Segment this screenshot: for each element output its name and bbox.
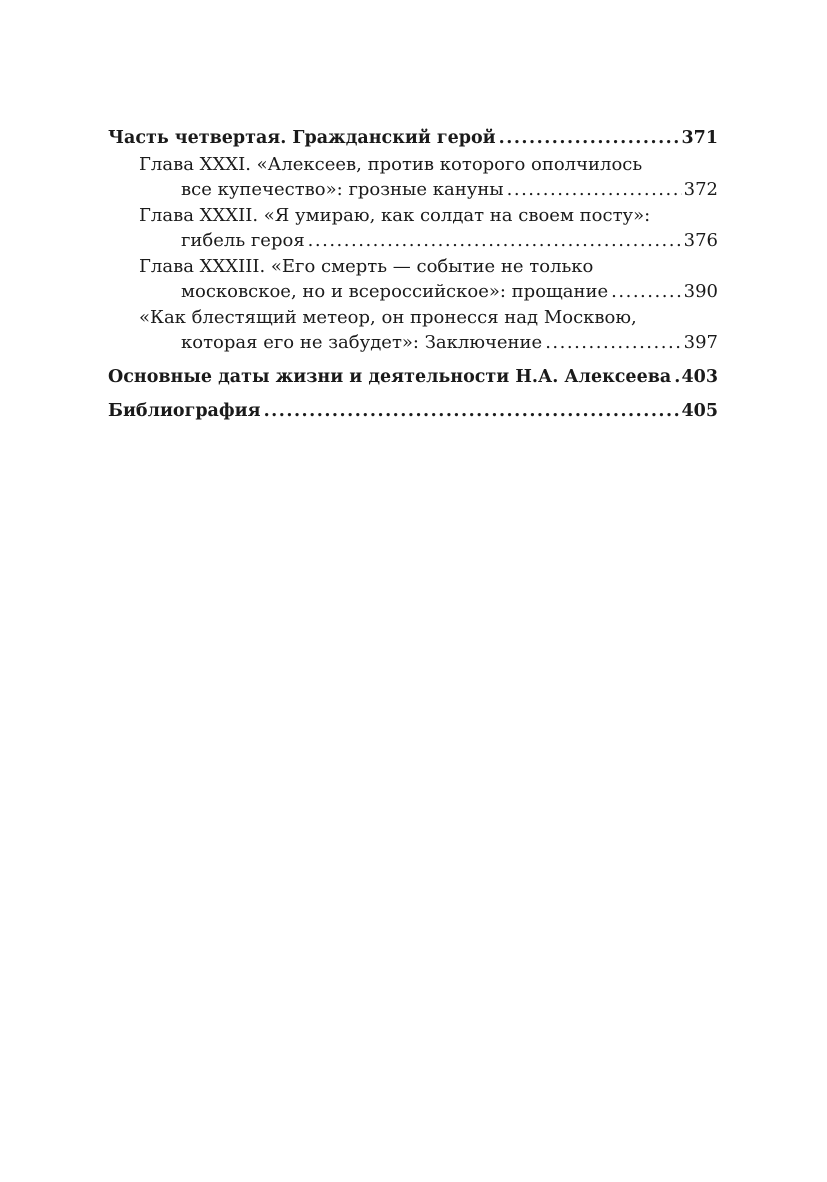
toc-chapter-entry[interactable] [139, 152, 718, 203]
dot-leader [611, 279, 681, 305]
table-of-contents [108, 126, 718, 425]
toc-chapter-entry[interactable] [139, 203, 718, 254]
toc-chapter-subtitle: гибель героя [181, 230, 305, 251]
toc-chapter-subtitle: все купечество»: грозные кануны [181, 179, 504, 200]
toc-page-number: 397 [683, 332, 718, 353]
toc-part-entry[interactable] [108, 126, 718, 152]
toc-chapter-entry[interactable] [139, 254, 718, 305]
toc-page-number: 376 [683, 230, 718, 251]
toc-page-number: 405 [681, 401, 718, 421]
toc-chapter-subtitle: которая его не забудет»: Заключение [181, 332, 543, 353]
dot-leader [499, 126, 680, 152]
toc-chapter-title: Глава XXXI. «Алексеев, против которого ополчилось [139, 153, 643, 175]
toc-page-number: 371 [681, 128, 718, 148]
toc-chapter-entry[interactable] [139, 305, 718, 356]
dot-leader [264, 399, 680, 425]
toc-back-matter-entry[interactable] [108, 365, 718, 391]
spacer [108, 356, 718, 365]
toc-back-matter-title: Основные даты жизни и деятельности Н.А. Алексеева [108, 366, 672, 387]
toc-back-matter-title: Библиография [108, 401, 261, 421]
dot-leader [507, 177, 682, 203]
toc-back-matter-entry[interactable] [108, 399, 718, 425]
toc-chapter-subtitle: московское, но и всероссийское»: прощание [181, 281, 609, 302]
toc-page-number: 390 [683, 281, 718, 302]
spacer [108, 390, 718, 399]
toc-page-number: 372 [683, 179, 718, 200]
toc-chapter-title: Глава XXXIII. «Его смерть — событие не только [139, 255, 594, 277]
dot-leader [674, 365, 679, 391]
toc-page-number: 403 [681, 366, 718, 387]
toc-chapter-title: «Как блестящий метеор, он пронесся над Москвою, [139, 306, 637, 328]
toc-chapter-title: Глава XXXII. «Я умираю, как солдат на своем посту»: [139, 204, 651, 226]
dot-leader [545, 330, 681, 356]
toc-part-title: Часть четвертая. Гражданский герой [108, 128, 496, 148]
dot-leader [308, 228, 682, 254]
